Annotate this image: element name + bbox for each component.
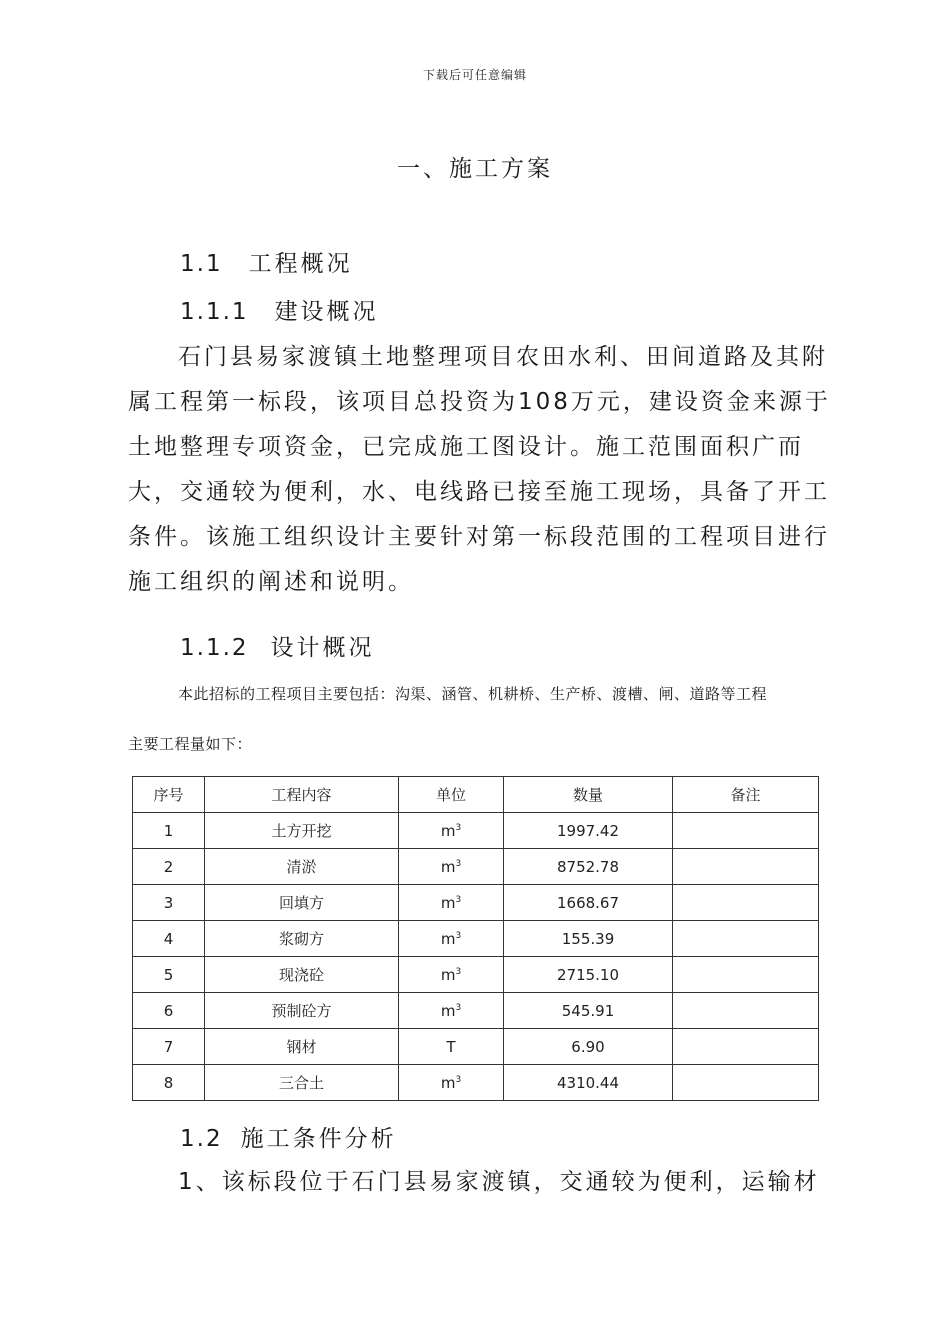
- cell-qty: 155.39: [504, 921, 673, 957]
- cell-no: 3: [133, 885, 205, 921]
- cell-no: 8: [133, 1065, 205, 1101]
- table-row: [133, 849, 819, 885]
- heading-number: 1.1: [180, 251, 223, 277]
- cell-note: [673, 921, 819, 957]
- cell-item: 预制砼方: [205, 993, 399, 1029]
- cell-unit: [399, 813, 504, 849]
- table-row: [133, 921, 819, 957]
- cell-item: 现浇砼: [205, 957, 399, 993]
- table-row: [133, 1029, 819, 1065]
- cell-unit: [399, 921, 504, 957]
- heading-number: 1.1.1: [180, 299, 249, 325]
- cell-item: 浆砌方: [205, 921, 399, 957]
- unit-text: m: [440, 1073, 456, 1092]
- quantities-table: [132, 776, 819, 1101]
- col-header-no: 序号: [133, 777, 205, 813]
- unit-text: m: [440, 1001, 456, 1020]
- unit-text: m: [440, 929, 456, 948]
- cell-note: [673, 993, 819, 1029]
- cell-no: 6: [133, 993, 205, 1029]
- unit-text: m: [440, 893, 456, 912]
- heading-1-1-1: [180, 293, 379, 326]
- cell-no: 7: [133, 1029, 205, 1065]
- page-title: 一、施工方案: [397, 156, 553, 182]
- cell-unit: [399, 849, 504, 885]
- cell-note: [673, 1029, 819, 1065]
- unit-superscript: 3: [455, 1002, 462, 1013]
- col-header-item: 工程内容: [205, 777, 399, 813]
- cell-unit: [399, 885, 504, 921]
- heading-1-1-2: [180, 629, 375, 662]
- table-row: [133, 957, 819, 993]
- heading-text: 建设概况: [274, 299, 379, 325]
- cell-qty: 6.90: [504, 1029, 673, 1065]
- cell-item: 土方开挖: [205, 813, 399, 849]
- unit-text: m: [440, 821, 456, 840]
- header-note: 下载后可任意编辑: [422, 68, 527, 82]
- cell-qty: 8752.78: [504, 849, 673, 885]
- cell-unit: [399, 1065, 504, 1101]
- unit-superscript: 3: [455, 966, 462, 977]
- cell-no: 4: [133, 921, 205, 957]
- paragraph-construction-overview: 石门县易家渡镇土地整理项目农田水利、田间道路及其附属工程第一标段，该项目总投资为108万元，建设资金来源于土地整理专项资金，已完成施工图设计。施工范围面积广而大，交通较为便利，水、电线路已接至施工现场，具备了开工条件。该施工组织设计主要针对第一标段范围的工程项目进行施工组织的阐述和说明。: [128, 344, 831, 595]
- cell-qty: 2715.10: [504, 957, 673, 993]
- paragraph-scope: 本此招标的工程项目主要包括：沟渠、涵管、机耕桥、生产桥、渡槽、闸、道路等工程: [178, 685, 768, 703]
- cell-note: [673, 885, 819, 921]
- cell-note: [673, 813, 819, 849]
- heading-text: 设计概况: [270, 635, 375, 661]
- table-row: [133, 885, 819, 921]
- heading-text: 工程概况: [248, 251, 353, 277]
- unit-text: T: [446, 1037, 456, 1056]
- unit-superscript: 3: [455, 1074, 462, 1085]
- cell-qty: 1668.67: [504, 885, 673, 921]
- unit-text: m: [440, 857, 456, 876]
- cell-unit: [399, 993, 504, 1029]
- table-row: [133, 813, 819, 849]
- col-header-unit: 单位: [399, 777, 504, 813]
- unit-superscript: 3: [455, 930, 462, 941]
- cell-unit: [399, 1029, 504, 1065]
- cell-item: 钢材: [205, 1029, 399, 1065]
- unit-superscript: 3: [455, 858, 462, 869]
- cell-note: [673, 849, 819, 885]
- cell-item: 三合土: [205, 1065, 399, 1101]
- cell-note: [673, 1065, 819, 1101]
- cell-qty: 1997.42: [504, 813, 673, 849]
- heading-text: 施工条件分析: [240, 1126, 397, 1152]
- paragraph-condition-1: 1、该标段位于石门县易家渡镇，交通较为便利，运输材: [178, 1169, 820, 1195]
- col-header-qty: 数量: [504, 777, 673, 813]
- paragraph-quantities-intro: 主要工程量如下：: [128, 735, 253, 753]
- unit-superscript: 3: [455, 822, 462, 833]
- cell-qty: 4310.44: [504, 1065, 673, 1101]
- cell-no: 5: [133, 957, 205, 993]
- table-row: [133, 993, 819, 1029]
- cell-item: 回填方: [205, 885, 399, 921]
- col-header-note: 备注: [673, 777, 819, 813]
- cell-no: 2: [133, 849, 205, 885]
- heading-1-2: [180, 1120, 397, 1153]
- heading-1-1: [180, 245, 353, 278]
- heading-number: 1.2: [180, 1126, 223, 1152]
- cell-note: [673, 957, 819, 993]
- unit-superscript: 3: [455, 894, 462, 905]
- unit-text: m: [440, 965, 456, 984]
- heading-number: 1.1.2: [180, 635, 249, 661]
- cell-qty: 545.91: [504, 993, 673, 1029]
- cell-unit: [399, 957, 504, 993]
- table-row: [133, 1065, 819, 1101]
- cell-item: 清淤: [205, 849, 399, 885]
- cell-no: 1: [133, 813, 205, 849]
- table-header-row: [133, 777, 819, 813]
